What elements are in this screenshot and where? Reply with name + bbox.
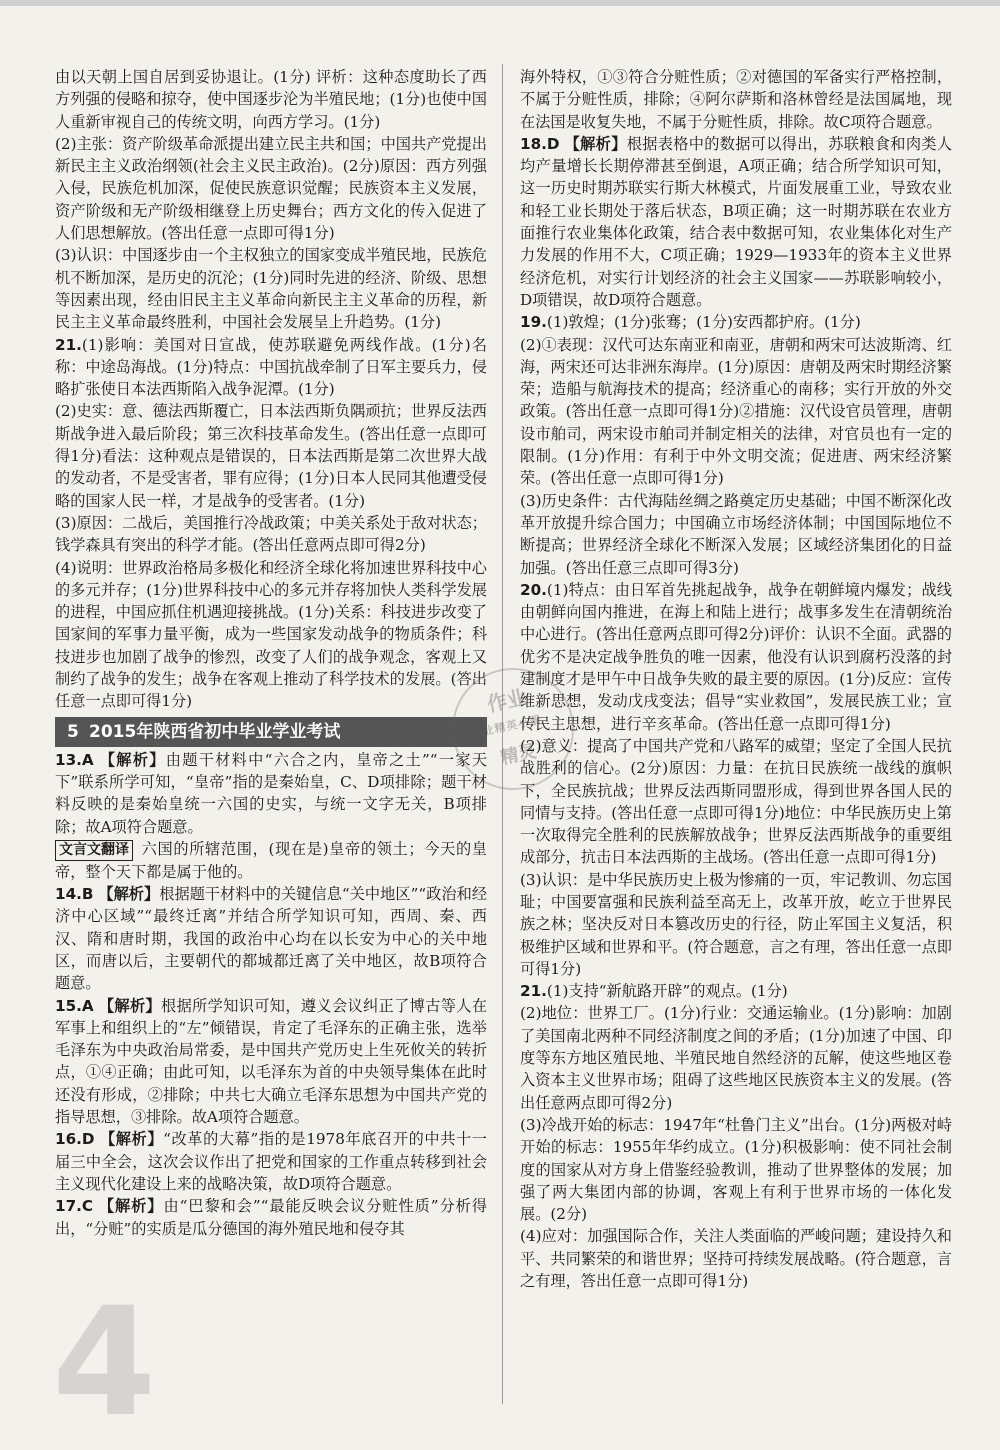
section-number: 5 [67,721,79,742]
translation-note: 文言文翻译 六国的所辖范围，(现在是)皇帝的领土；今天的皇帝，整个天下都是属于他的。 [55,839,487,881]
section-title: 2015年陕西省初中毕业学业考试 [89,721,341,742]
question-number: 21. [55,335,82,354]
answer-15: 15.A 【解析】根据所学知识可知，遵义会议纠正了博古等人在军事上和组织上的“左”倾错误，肯定了毛泽东的正确主张，选举毛泽东为中央政治局常委，是中国共产党历史上生死攸关的转折点，①④正确；由此可知，以毛泽东为首的中央领导集体在此时还没有形成，②排除；中共七大确立毛泽东思想为中国共产党的指导思想，③排除。故A项符合题意。 [55,996,488,1127]
answer-19-part-2: (2)①表现：汉代可达东南亚和南亚，唐朝和两宋可达波斯湾、红海，两宋还可达非洲东海岸。(1分)原因：唐朝及两宋时期经济繁荣；造船与航海技术的提高；经济重心的南移；实行开放的外交政策。(答出任意一点即可得1分)②措施：汉代设官员管理，唐朝设市舶司，两宋设市舶司并制定相关的法律，对官员也有一定的限制。(1分)作用：有利于中外文明交流；促进唐、两宋经济繁荣。(答出任意一点即可得1分) [520,335,952,488]
answer-21-part-1: 21.(1)支持“新航路开辟”的观点。(1分) [520,982,788,1001]
answer-16: 16.D 【解析】“改革的大幕”指的是1978年底召开的中共十一届三中全会，这次会议作出了把党和国家的工作重点转移到社会主义现代化建设上来的战略决策，故D项符合题意。 [55,1130,487,1193]
question-21-part-4: (4)说明：世界政治格局多极化和经济全球化将加速世界科技中心的多元并存；(1分)世界科技中心的多元并存将加快人类科学发展的进程，中国应抓住机遇迎接挑战。(1分)关系：科技进步改变了国家间的军事力量平衡，成为一些国家发动战争的物质条件；科技进步也加剧了战争的惨烈，改变了人们的战争观念，客观上又制约了战争的发生；战争在客观上推动了科学技术的发展。(答出任意一点即可得1分) [55,558,487,711]
question-21-part-1: 21.(1)影响：美国对日宣战，使苏联避免两线作战。(1分)名称：中途岛海战。(1分)特点：中国抗战牵制了日军主要兵力，侵略扩张使日本法西斯陷入战争泥潭。(1分) [55,335,487,399]
answer-19-part-1: 19.(1)敦煌；(1分)张骞；(1分)安西都护府。(1分) [520,313,861,332]
question-21-part-3: (3)原因：二战后，美国推行冷战政策；中美关系处于敌对状态；钱学森具有突出的科学才能。(答出任意两点即可得2分) [55,513,487,555]
translation-label: 文言文翻译 [55,840,133,861]
watermark-stamp: 作业 业精英小册 精灵 [441,657,586,802]
answer-paragraph: (2)主张：资产阶级革命派提出建立民主共和国；中国共产党提出新民主主义政治纲领(社会主义民主政治)。(2分)原因：西方列强入侵，民族危机加深，促使民族意识觉醒；民族资本主义发展，资产阶级和无产阶级相继登上历史舞台；西方文化的传入促进了人们思想解放。(答出任意一点即可得1分) [55,134,487,243]
answer-paragraph: (3)认识：中国逐步由一个主权独立的国家变成半殖民地，民族危机不断加深，是历史的沉沦；(1分)同时先进的经济、阶级、思想等因素出现，经由旧民主主义革命向新民主主义革命的历程，新民主主义革命最终胜利，中国社会发展呈上升趋势。(1分) [55,246,487,332]
section-header [55,717,487,747]
right-column [520,66,952,1292]
answer-20-part-3: (3)认识：是中华民族历史上极为惨痛的一页，牢记教训、勿忘国耻；中国要富强和民族利益至高无上，改革开放，屹立于世界民族之林；坚决反对日本篡改历史的行径，防止军国主义复活，积极维护区域和世界和平。(符合题意，言之有理，答出任意一点即可得1分) [520,870,952,978]
answer-17: 17.C 【解析】由“巴黎和会”“最能反映会议分赃性质”分析得出，“分赃”的实质是瓜分德国的海外殖民地和侵夺其 [55,1197,488,1238]
answer-21-part-2: (2)地位：世界工厂。(1分)行业：交通运输业。(1分)影响：加剧了美国南北两种不同经济制度之间的矛盾；(1分)加速了中国、印度等东方地区殖民地、半殖民地自然经济的瓦解，使这些地区卷入资本主义世界市场；阻碍了这些地区民族资本主义的发展。(答出任意两点即可得2分) [520,1004,952,1112]
question-21-part-2: (2)史实：意、德法西斯覆亡，日本法西斯负隅顽抗；世界反法西斯战争进入最后阶段；第三次科技革命发生。(答出任意一点即可得1分)看法：这种观点是错误的，日本法西斯是第二次世界大战的发动者，不是受害者，罪有应得；(1分)日本人民同其他遭受侵略的国家人民一样，才是战争的受害者。(1分) [55,402,487,510]
answer-19-part-3: (3)历史条件：古代海陆丝绸之路奠定历史基础；中国不断深化改革开放提升综合国力；中国确立市场经济体制；中国国际地位不断提高；世界经济全球化不断深入发展；区域经济集团化的日益加强。(答出任意三点即可得3分) [520,491,952,577]
left-column [55,66,487,1240]
answer-20-part-2: (2)意义：提高了中国共产党和八路军的威望；坚定了全国人民抗战胜利的信心。(2分)原因：力量：在抗日民族统一战线的旗帜下，全民族抗战；世界反法西斯同盟形成，得到世界各国人民的同情与支持。(答出任意一点即可得1分)地位：中华民族历史上第一次取得完全胜利的民族解放战争；世界反法西斯战争的重要组成部分，抗击日本法西斯的主战场。(答出任意一点即可得1分) [520,736,952,867]
answer-20-part-1: 20.(1)特点：由日军首先挑起战争，战争在朝鲜境内爆发；战线由朝鲜向国内推进，在海上和陆上进行；战事多发生在清朝统治中心进行。(答出任意两点即可得2分)评价：认识不全面。武器的优劣不是决定战争胜负的唯一因素，他没有认识到腐朽没落的封建制度才是甲午中日战争失败的最主要的原因。(1分)反应：宣传维新思想，发动戊戌变法；倡导“实业救国”，发展民族工业；宣传民主思想，进行辛亥革命。(答出任意一点即可得1分) [520,580,952,733]
answer-21-part-3: (3)冷战开始的标志：1947年“杜鲁门主义”出台。(1分)两极对峙开始的标志：1955年华约成立。(1分)积极影响：使不同社会制度的国家从对方身上借鉴经验教训，推动了世界整体的发展；加强了两大集团内部的协调，客观上有利于世界市场的一体化发展。(2分) [520,1115,952,1224]
answer-18: 18.D 【解析】根据表格中的数据可以得出，苏联粮食和肉类人均产量增长长期停滞甚至倒退，A项正确；结合所学知识可知，这一历史时期苏联实行斯大林模式，片面发展重工业，导致农业和轻工业长期处于落后状态，B项正确；这一时期苏联在农业方面推行农业集体化政策，结合表中数据可知，农业集体化对生产力发展的作用不大，C项正确；1929—1933年的资本主义世界经济危机，对实行计划经济的社会主义国家——苏联影响较小，D项错误，故D项符合题意。 [520,134,953,309]
top-border [0,0,1000,6]
answer-17-continued: 海外特权，①③符合分赃性质；②对德国的军备实行严格控制，不属于分赃性质，排除；④阿尔萨斯和洛林曾经是法国属地，现在法国是收复失地，不属于分赃性质，排除。故C项符合题意。 [520,68,952,131]
answer-14: 14.B 【解析】根据题干材料中的关键信息“关中地区”“政治和经济中心区域”“最终迁离”并结合所学知识可知，西周、秦、西汉、隋和唐时期，我国的政治中心均在以长安为中心的关中地区，而唐以后，主要朝代的都城都迁离了关中地区，故B项符合题意。 [55,885,488,993]
page-marker: 4 [52,1276,157,1450]
answer-21-part-4: (4)应对：加强国际合作，关注人类面临的严峻问题；建设持久和平、共同繁荣的和谐世界；坚持可持续发展战略。(符合题意，言之有理，答出任意一点即可得1分) [520,1227,952,1291]
answer-13: 13.A 【解析】由题干材料中“六合之内，皇帝之土”“一家天下”联系所学可知，“皇帝”指的是秦始皇，C、D项排除；题干材料反映的是秦始皇统一六国的史实，与统一文字无关，B项排除；故A项符合题意。 [55,750,488,836]
answer-paragraph: 由以天朝上国自居到妥协退让。(1分) 评析：这种态度助长了西方列强的侵略和掠夺，使中国逐步沦为半殖民地；(1分)也使中国人重新审视自己的传统文明，向西方学习。(1分) [55,68,487,131]
